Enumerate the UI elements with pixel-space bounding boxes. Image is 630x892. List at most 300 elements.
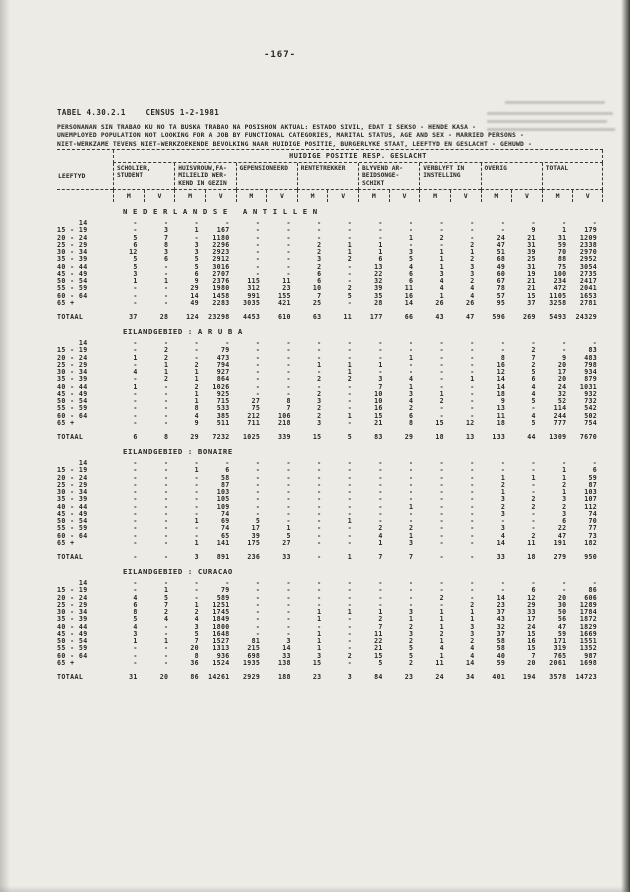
- table-cell: 3: [500, 524, 506, 533]
- table-cell: -: [255, 593, 261, 602]
- table-cell: 4: [378, 531, 383, 540]
- table-cell: -: [163, 269, 169, 278]
- table-cell: 3: [408, 248, 414, 257]
- table-cell: 2929: [243, 673, 261, 682]
- table-cell: 1: [163, 637, 169, 646]
- table-cell: 3: [408, 389, 414, 398]
- table-cell: 13: [465, 433, 475, 442]
- table-cell: 1: [347, 368, 352, 377]
- table-cell: -: [408, 219, 414, 228]
- table-cell: 1031: [579, 382, 597, 391]
- table-cell: -: [470, 524, 475, 533]
- total-row-label: TOTAAL: [57, 433, 84, 442]
- table-cell: 17: [527, 615, 536, 624]
- table-cell: 27: [251, 397, 261, 406]
- table-cell: -: [378, 495, 383, 504]
- table-cell: -: [439, 509, 444, 518]
- table-row: [57, 482, 603, 489]
- table-cell: 141: [216, 538, 230, 547]
- table-cell: -: [439, 368, 444, 377]
- table-cell: 175: [247, 538, 261, 547]
- table-cell: -: [317, 517, 322, 526]
- table-cell: -: [194, 353, 199, 362]
- table-cell: 29: [527, 600, 536, 609]
- table-section: [57, 207, 603, 322]
- table-cell: 9: [531, 226, 536, 235]
- table-cell: 596: [492, 313, 506, 322]
- table-cell: 22: [374, 269, 383, 278]
- table-cell: 1: [500, 473, 506, 482]
- table-cell: -: [347, 502, 352, 511]
- age-group-label: 65 +: [57, 538, 75, 547]
- table-cell: -: [286, 629, 291, 638]
- table-cell: 3: [194, 553, 199, 562]
- table-cell: 1: [531, 473, 536, 482]
- table-cell: -: [317, 473, 322, 482]
- table-cell: 11: [527, 538, 536, 547]
- table-row: [57, 518, 603, 525]
- table-cell: 2: [470, 637, 475, 646]
- table-cell: -: [592, 339, 597, 348]
- table-cell: 9: [562, 353, 567, 362]
- table-cell: 2: [408, 637, 414, 646]
- table-cell: -: [255, 586, 261, 595]
- page-number: -167-: [263, 50, 297, 60]
- table-cell: -: [286, 480, 291, 489]
- table-cell: -: [347, 459, 352, 468]
- table-row: [57, 525, 603, 532]
- table-cell: -: [470, 389, 475, 398]
- table-cell: -: [408, 495, 414, 504]
- table-cell: -: [470, 488, 475, 497]
- table-cell: 58: [496, 637, 506, 646]
- table-cell: 12: [496, 368, 506, 377]
- table-cell: 14: [465, 658, 475, 667]
- table-cell: 1: [163, 368, 169, 377]
- table-cell: 2707: [212, 269, 230, 278]
- table-cell: -: [470, 346, 475, 355]
- table-row: [57, 293, 603, 300]
- table-cell: -: [470, 586, 475, 595]
- table-cell: 57: [496, 291, 506, 300]
- table-cell: 2: [317, 375, 322, 384]
- age-group-label: 50 - 54: [57, 397, 88, 406]
- table-cell: 14: [190, 291, 199, 300]
- table-cell: 2: [347, 284, 352, 293]
- table-cell: 6: [225, 466, 230, 475]
- table-cell: -: [255, 509, 261, 518]
- age-group-label: 30 - 34: [57, 248, 88, 257]
- sex-subheader-cell: V: [572, 190, 603, 202]
- table-cell: 1872: [579, 615, 597, 624]
- table-cell: -: [133, 459, 138, 468]
- table-cell: 21: [527, 233, 536, 242]
- table-cell: 21: [527, 284, 536, 293]
- table-cell: -: [470, 339, 475, 348]
- table-cell: 32: [557, 389, 567, 398]
- table-cell: 15: [312, 433, 322, 442]
- sex-subheader-cell: M: [481, 190, 512, 202]
- table-cell: -: [347, 579, 352, 588]
- age-group-label: 20 - 24: [57, 233, 88, 242]
- table-cell: 879: [584, 375, 597, 384]
- table-cell: -: [317, 353, 322, 362]
- table-cell: -: [163, 473, 169, 482]
- table-cell: -: [255, 579, 261, 588]
- table-cell: -: [194, 579, 199, 588]
- table-cell: 891: [216, 553, 230, 562]
- table-row: [57, 645, 603, 652]
- table-cell: 6: [317, 277, 322, 286]
- table-row: [57, 420, 603, 427]
- table-cell: 1524: [212, 658, 230, 667]
- table-cell: -: [225, 339, 230, 348]
- table-cell: -: [163, 480, 169, 489]
- table-cell: 29: [404, 433, 414, 442]
- table-cell: 74: [588, 509, 597, 518]
- table-cell: -: [255, 240, 261, 249]
- table-cell: 2781: [579, 298, 597, 307]
- table-cell: -: [347, 524, 352, 533]
- table-cell: -: [317, 466, 322, 475]
- table-cell: 4: [439, 644, 444, 653]
- table-cell: 3: [133, 629, 138, 638]
- table-cell: 15: [374, 651, 383, 660]
- table-row: [57, 249, 603, 256]
- table-cell: -: [133, 219, 138, 228]
- table-cell: -: [408, 339, 414, 348]
- table-cell: 2: [317, 389, 322, 398]
- table-cell: -: [378, 593, 383, 602]
- table-cell: -: [592, 219, 597, 228]
- table-cell: 1: [439, 651, 444, 660]
- table-cell: 1: [562, 488, 567, 497]
- age-group-label: 65 +: [57, 658, 75, 667]
- table-cell: -: [470, 233, 475, 242]
- age-group-label: 50 - 54: [57, 637, 88, 646]
- table-cell: 5: [286, 531, 291, 540]
- table-cell: -: [163, 262, 169, 271]
- table-cell: -: [347, 538, 352, 547]
- table-cell: 49: [496, 262, 506, 271]
- table-cell: 1352: [579, 644, 597, 653]
- table-row: [57, 391, 603, 398]
- table-cell: 2: [408, 524, 414, 533]
- table-cell: -: [347, 233, 352, 242]
- table-row: [57, 362, 603, 369]
- table-cell: 2: [562, 480, 567, 489]
- age-group-label: 25 - 29: [57, 480, 88, 489]
- table-cell: -: [439, 495, 444, 504]
- table-cell: 19: [527, 269, 536, 278]
- table-cell: -: [133, 509, 138, 518]
- table-cell: 20: [159, 673, 169, 682]
- table-cell: 2338: [579, 240, 597, 249]
- table-cell: -: [439, 473, 444, 482]
- print-bleed-artifact: [487, 128, 615, 131]
- table-cell: -: [378, 579, 383, 588]
- table-cell: -: [470, 219, 475, 228]
- table-cell: -: [470, 531, 475, 540]
- table-cell: -: [562, 339, 567, 348]
- table-cell: 7: [317, 291, 322, 300]
- table-cell: 26: [465, 298, 475, 307]
- table-cell: -: [531, 404, 536, 413]
- table-cell: 26: [435, 298, 444, 307]
- table-cell: 1: [408, 615, 414, 624]
- table-cell: -: [500, 586, 506, 595]
- table-cell: 6: [562, 517, 567, 526]
- table-cell: 1: [194, 389, 199, 398]
- table-cell: -: [194, 339, 199, 348]
- table-cell: -: [286, 262, 291, 271]
- table-cell: -: [500, 459, 506, 468]
- table-cell: 279: [553, 553, 567, 562]
- table-cell: -: [317, 495, 322, 504]
- table-cell: -: [408, 466, 414, 475]
- table-cell: -: [500, 219, 506, 228]
- table-cell: 39: [251, 531, 261, 540]
- table-cell: 12: [527, 593, 536, 602]
- table-cell: 2: [470, 277, 475, 286]
- table-row: [57, 235, 603, 242]
- table-cell: -: [286, 269, 291, 278]
- table-cell: 7: [408, 553, 414, 562]
- table-cell: 6: [592, 466, 597, 475]
- table-cell: -: [194, 531, 199, 540]
- table-cell: -: [531, 480, 536, 489]
- column-group-label-line: OVERIG: [484, 165, 507, 172]
- table-cell: -: [439, 360, 444, 369]
- table-cell: 3: [194, 622, 199, 631]
- column-group-label-line: RENTETREKKER: [300, 165, 346, 172]
- table-cell: 20: [557, 360, 567, 369]
- table-cell: 179: [584, 226, 597, 235]
- table-cell: -: [470, 353, 475, 362]
- table-cell: 65: [220, 531, 230, 540]
- table-cell: -: [255, 629, 261, 638]
- age-group-label: 60 - 64: [57, 411, 88, 420]
- table-cell: 5: [163, 593, 169, 602]
- table-cell: 4: [439, 284, 444, 293]
- table-cell: 11: [282, 277, 291, 286]
- table-cell: 1: [439, 291, 444, 300]
- table-cell: 5: [133, 233, 138, 242]
- table-cell: 12: [465, 418, 475, 427]
- table-cell: 20: [557, 593, 567, 602]
- table-cell: 2: [562, 502, 567, 511]
- table-cell: -: [317, 586, 322, 595]
- age-group-label: 60 - 64: [57, 291, 88, 300]
- table-cell: 105: [216, 495, 230, 504]
- table-cell: -: [470, 382, 475, 391]
- table-cell: 269: [522, 313, 536, 322]
- table-cell: -: [439, 226, 444, 235]
- table-cell: 59: [588, 473, 597, 482]
- table-cell: 39: [374, 284, 383, 293]
- table-cell: -: [347, 509, 352, 518]
- table-cell: 5: [255, 517, 261, 526]
- table-cell: -: [163, 531, 169, 540]
- table-row: [57, 405, 603, 412]
- table-cell: -: [255, 488, 261, 497]
- table-cell: 1209: [579, 233, 597, 242]
- table-cell: 4: [194, 615, 199, 624]
- table-cell: -: [439, 459, 444, 468]
- table-cell: 401: [492, 673, 506, 682]
- table-cell: -: [317, 488, 322, 497]
- table-cell: -: [194, 459, 199, 468]
- table-cell: 1: [439, 637, 444, 646]
- table-cell: -: [163, 397, 169, 406]
- table-cell: -: [163, 579, 169, 588]
- table-cell: -: [286, 579, 291, 588]
- sex-subheader-cell: M: [419, 190, 450, 202]
- table-cell: 3: [194, 248, 199, 257]
- table-cell: -: [378, 502, 383, 511]
- table-cell: 9: [194, 277, 199, 286]
- table-cell: 2: [408, 622, 414, 631]
- table-cell: 23: [312, 673, 322, 682]
- table-cell: 14: [282, 644, 291, 653]
- table-cell: 8: [194, 651, 199, 660]
- table-cell: 2: [378, 615, 383, 624]
- table-cell: 5: [133, 262, 138, 271]
- table-cell: -: [194, 473, 199, 482]
- table-cell: 6: [408, 277, 414, 286]
- table-cell: 23: [404, 673, 414, 682]
- table-cell: 1: [317, 637, 322, 646]
- table-cell: -: [163, 553, 169, 562]
- table-cell: 3: [194, 240, 199, 249]
- table-cell: -: [194, 233, 199, 242]
- table-cell: 11: [435, 658, 444, 667]
- table-cell: -: [378, 368, 383, 377]
- table-cell: 3: [470, 622, 475, 631]
- table-cell: 114: [553, 404, 567, 413]
- table-cell: 31: [527, 240, 536, 249]
- table-cell: 798: [584, 360, 597, 369]
- table-cell: -: [347, 262, 352, 271]
- table-cell: -: [378, 466, 383, 475]
- table-cell: -: [317, 622, 322, 631]
- table-cell: -: [286, 495, 291, 504]
- age-group-label: 15 - 19: [57, 226, 88, 235]
- table-cell: -: [163, 658, 169, 667]
- table-cell: 1: [347, 553, 352, 562]
- table-cell: 24329: [575, 313, 597, 322]
- table-cell: 1980: [212, 284, 230, 293]
- table-cell: -: [163, 466, 169, 475]
- table-cell: 6: [133, 433, 138, 442]
- table-cell: 765: [553, 651, 567, 660]
- table-cell: 5493: [549, 313, 567, 322]
- table-cell: 606: [584, 593, 597, 602]
- table-cell: 44: [527, 433, 536, 442]
- table-cell: 5: [531, 368, 536, 377]
- table-cell: 1: [133, 353, 138, 362]
- table-cell: 70: [557, 248, 567, 257]
- table-cell: -: [531, 579, 536, 588]
- table-cell: -: [163, 418, 169, 427]
- print-bleed-artifact: [487, 112, 613, 115]
- table-cell: 2283: [212, 298, 230, 307]
- table-row: [57, 587, 603, 594]
- table-row: [57, 653, 603, 660]
- table-cell: 5: [194, 629, 199, 638]
- table-cell: 244: [553, 411, 567, 420]
- table-cell: 3578: [549, 673, 567, 682]
- table-cell: -: [347, 418, 352, 427]
- table-cell: 483: [584, 353, 597, 362]
- age-group-label: 40 - 44: [57, 382, 88, 391]
- table-cell: 3: [317, 255, 322, 264]
- section-title: EILANDGEBIED : CURACAO: [123, 567, 233, 577]
- table-cell: 77: [588, 524, 597, 533]
- table-cell: -: [378, 226, 383, 235]
- table-cell: 5: [133, 255, 138, 264]
- table-cell: 4: [408, 397, 414, 406]
- table-row: [57, 609, 603, 616]
- table-cell: 1: [408, 382, 414, 391]
- table-cell: 1: [500, 488, 506, 497]
- table-cell: 11: [374, 629, 383, 638]
- table-cell: -: [347, 353, 352, 362]
- table-cell: 2: [317, 404, 322, 413]
- table-cell: 79: [220, 346, 230, 355]
- table-cell: -: [255, 248, 261, 257]
- table-cell: 1: [378, 538, 383, 547]
- table-cell: -: [286, 593, 291, 602]
- table-cell: -: [531, 219, 536, 228]
- table-cell: -: [378, 219, 383, 228]
- table-cell: -: [562, 586, 567, 595]
- table-cell: -: [317, 346, 322, 355]
- table-cell: -: [255, 480, 261, 489]
- table-cell: 2: [439, 233, 444, 242]
- description-line-3: NIET-WERKZAME TEVENS NIET-WERKZOEKENDE BEVOLKING NAAR HUIDIGE POSITIE, BURGERLYKE STAAT, LEEFTYD EN GESLACHT - GEHUWD -: [57, 140, 532, 148]
- table-cell: 3258: [549, 298, 567, 307]
- table-cell: -: [347, 346, 352, 355]
- table-cell: 15: [312, 658, 322, 667]
- table-cell: -: [255, 600, 261, 609]
- table-cell: -: [286, 488, 291, 497]
- table-cell: 75: [251, 404, 261, 413]
- table-cell: -: [470, 480, 475, 489]
- table-cell: 7: [378, 622, 383, 631]
- age-group-label: 55 - 59: [57, 284, 88, 293]
- table-cell: -: [408, 600, 414, 609]
- table-cell: -: [163, 644, 169, 653]
- table-cell: 20: [190, 644, 199, 653]
- table-cell: 1527: [212, 637, 230, 646]
- table-cell: 533: [216, 404, 230, 413]
- table-cell: 8: [133, 608, 138, 617]
- table-cell: 5: [347, 291, 352, 300]
- table-cell: -: [255, 608, 261, 617]
- age-group-label: 50 - 54: [57, 277, 88, 286]
- table-cell: -: [133, 473, 138, 482]
- table-cell: 70: [588, 517, 597, 526]
- table-cell: -: [286, 248, 291, 257]
- table-cell: -: [255, 375, 261, 384]
- table-cell: 2: [470, 600, 475, 609]
- table-row: [57, 602, 603, 609]
- row-header-label: LEEFTYD: [57, 163, 113, 190]
- table-cell: -: [439, 382, 444, 391]
- age-group-label: 20 - 24: [57, 593, 88, 602]
- table-cell: 18: [496, 418, 506, 427]
